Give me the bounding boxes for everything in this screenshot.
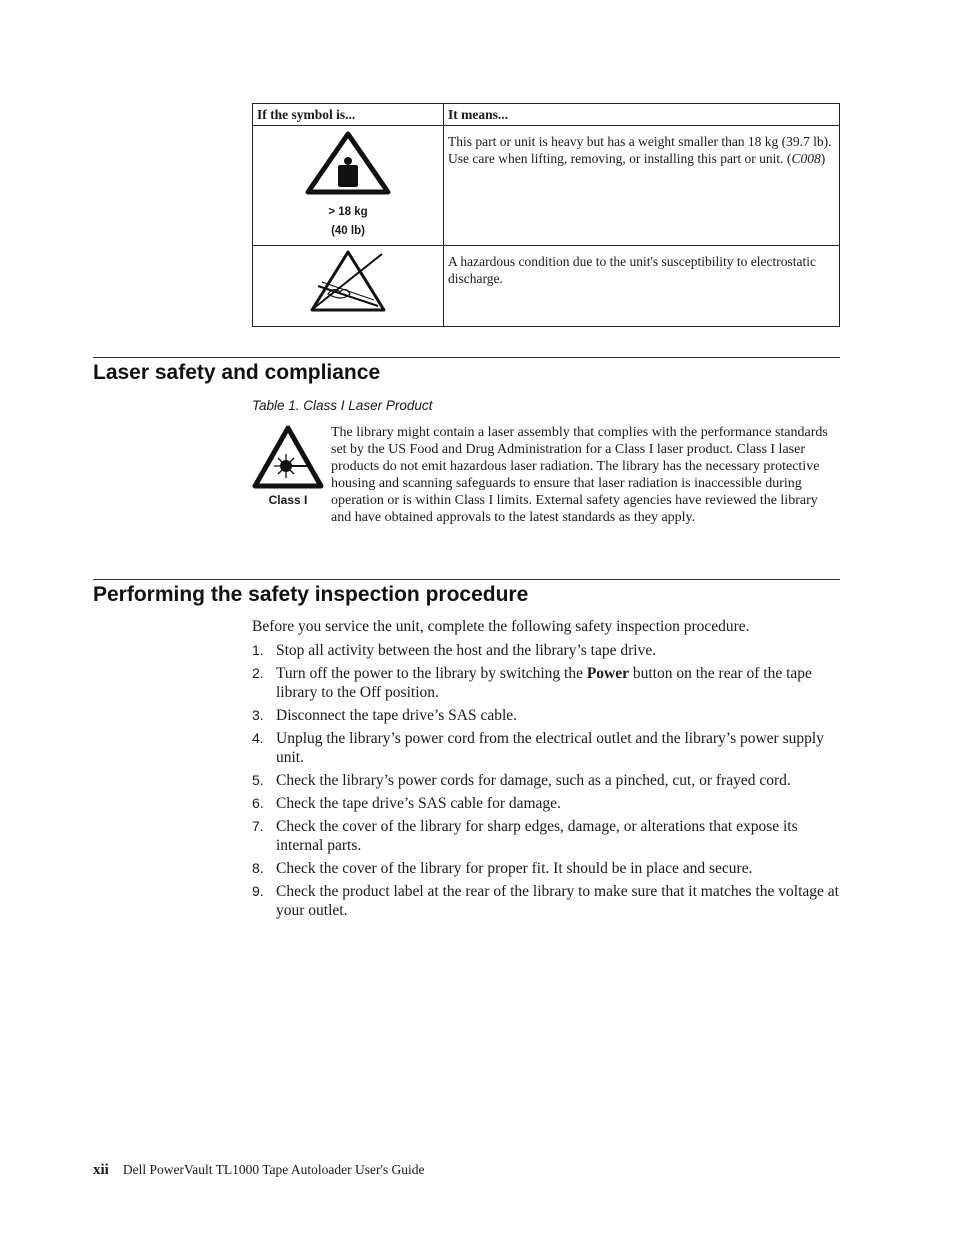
table-row [253, 126, 840, 246]
step-text: Check the cover of the library for sharp edges, damage, or alterations that expose its internal parts. [276, 818, 798, 854]
list-item [252, 729, 840, 767]
step-text: Check the cover of the library for proper fit. It should be in place and secure. [276, 860, 753, 877]
step-number: 9. [252, 883, 264, 899]
step-number: 2. [252, 665, 264, 681]
step-text: Turn off the power to the library by switching the [276, 665, 587, 682]
step-number: 4. [252, 730, 264, 746]
step-text-end: button on the rear of the tape library to the Off position. [276, 665, 812, 701]
list-item [252, 664, 840, 702]
page-footer [93, 1162, 425, 1179]
step-number: 8. [252, 860, 264, 876]
list-item [252, 641, 840, 660]
laser-icon-block [252, 424, 324, 507]
step-text: Check the tape drive’s SAS cable for damage. [276, 795, 561, 812]
power-button-term: Power [586, 665, 629, 682]
table-header-symbol: If the symbol is... [253, 104, 444, 126]
step-text: Unplug the library’s power cord from the electrical outlet and the library’s power supply unit. [276, 730, 824, 766]
laser-heading: Laser safety and compliance [93, 361, 381, 384]
step-text: Stop all activity between the host and the library’s tape drive. [276, 642, 657, 659]
document-title: Dell PowerVault TL1000 Tape Autoloader User's Guide [122, 1162, 425, 1177]
step-number: 1. [252, 642, 264, 658]
step-number: 5. [252, 772, 264, 788]
code-ref: C008 [791, 151, 821, 166]
step-text: Disconnect the tape drive’s SAS cable. [276, 707, 518, 724]
list-item [252, 859, 840, 878]
electrostatic-discharge-warning-icon [288, 246, 408, 314]
table-caption: Table 1. Class I Laser Product [252, 398, 433, 413]
step-text: Check the product label at the rear of the library to make sure that it matches the voltage at your outlet. [276, 883, 839, 919]
list-item [252, 882, 840, 920]
symbol-cell [253, 126, 444, 246]
weight-label-lb: (40 lb) [331, 225, 365, 237]
section-rule [93, 579, 840, 580]
inspection-intro: Before you service the unit, complete the following safety inspection procedure. [252, 618, 750, 635]
laser-class-label: Class I [268, 493, 308, 507]
list-item [252, 771, 840, 790]
list-item [252, 794, 840, 813]
step-number: 7. [252, 818, 264, 834]
meaning-text-end: ) [820, 151, 826, 166]
inspection-heading: Performing the safety inspection procedure [93, 583, 529, 606]
weight-label-kg: > 18 kg [328, 206, 368, 218]
meaning-cell [444, 126, 840, 246]
meaning-text: This part or unit is heavy but has a weight smaller than 18 kg (39.7 lb). Use care when lifting, removing, or installing this part or unit. ( [448, 134, 832, 166]
list-item [252, 817, 840, 855]
step-number: 6. [252, 795, 264, 811]
step-text: Check the library’s power cords for damage, such as a pinched, cut, or frayed cord. [276, 772, 791, 789]
inspection-steps [252, 641, 840, 924]
meaning-cell: A hazardous condition due to the unit's susceptibility to electrostatic discharge. [444, 246, 840, 327]
table-header-meaning: It means... [444, 104, 840, 126]
table-row [253, 246, 840, 327]
section-rule [93, 357, 840, 358]
symbol-table [252, 103, 840, 327]
laser-warning-icon [252, 424, 324, 490]
laser-description: The library might contain a laser assembly that complies with the performance standards set by the US Food and Drug Administration for a Class I laser product. Class I laser products do not emit hazardous laser radiation. The library has the necessary protective housing and scanning safeguards to ensure that laser radiation is inaccessible during operation or is within Class I limits. External safety agencies have reviewed the library and have obtained approvals to the latest standards as they apply. [331, 425, 828, 525]
list-item [252, 706, 840, 725]
step-number: 3. [252, 707, 264, 723]
symbol-cell [253, 246, 444, 327]
page-number: xii [93, 1162, 109, 1178]
